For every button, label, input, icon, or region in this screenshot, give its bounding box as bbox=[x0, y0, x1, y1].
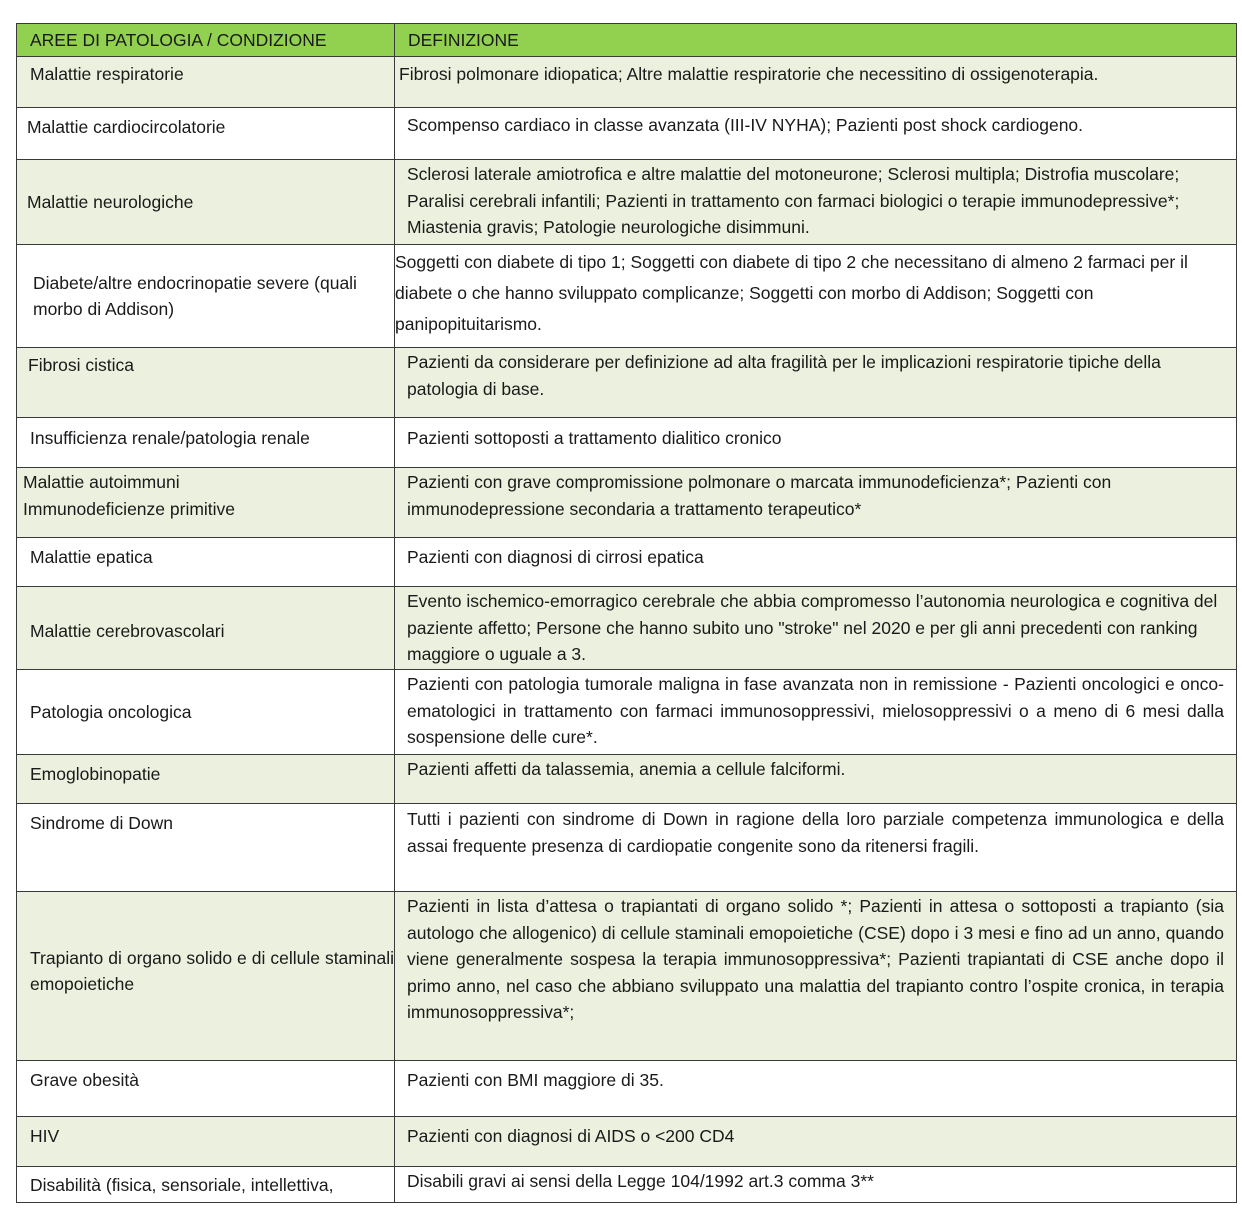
table-row bbox=[17, 1167, 1237, 1203]
table-row bbox=[17, 348, 1237, 418]
table-row bbox=[17, 418, 1237, 468]
table-row bbox=[17, 160, 1237, 245]
header-definition: DEFINIZIONE bbox=[395, 24, 1237, 57]
area-cell: Malattie autoimmuni Immunodeficienze primitive bbox=[17, 468, 395, 538]
area-cell: Malattie epatica bbox=[17, 538, 395, 587]
definition-cell: Pazienti con patologia tumorale maligna in fase avanzata non in remissione - Pazienti oncologici e onco-ematologici in trattamento con farmaci immunosoppressivi, mielosoppressivi o a meno di 6 mesi dalla sospensione delle cure*. bbox=[395, 670, 1237, 755]
definition-cell: Pazienti sottoposti a trattamento dialitico cronico bbox=[395, 418, 1237, 468]
definition-cell: Sclerosi laterale amiotrofica e altre malattie del motoneurone; Sclerosi multipla; Distrofia muscolare; Paralisi cerebrali infantili; Pazienti in trattamento con farmaci biologici o terapie immunodepressive*; Miastenia gravis; Patologie neurologiche disimmuni. bbox=[395, 160, 1237, 245]
table-row bbox=[17, 670, 1237, 755]
area-cell: Sindrome di Down bbox=[17, 804, 395, 892]
area-cell: Malattie neurologiche bbox=[17, 160, 395, 245]
definition-cell: Pazienti affetti da talassemia, anemia a cellule falciformi. bbox=[395, 755, 1237, 804]
area-cell: Malattie respiratorie bbox=[17, 57, 395, 108]
table-row bbox=[17, 804, 1237, 892]
area-cell: Disabilità (fisica, sensoriale, intellettiva, bbox=[17, 1167, 395, 1203]
table-row bbox=[17, 468, 1237, 538]
table-row bbox=[17, 892, 1237, 1061]
table-row bbox=[17, 108, 1237, 160]
definition-cell: Evento ischemico-emorragico cerebrale che abbia compromesso l’autonomia neurologica e cognitiva del paziente affetto; Persone che hanno subito uno "stroke" nel 2020 e per gli anni precedenti con ranking maggiore o uguale a 3. bbox=[395, 587, 1237, 670]
header-area: AREE DI PATOLOGIA / CONDIZIONE bbox=[17, 24, 395, 57]
area-cell: Emoglobinopatie bbox=[17, 755, 395, 804]
definition-cell: Fibrosi polmonare idiopatica; Altre malattie respiratorie che necessitino di ossigenoterapia. bbox=[395, 57, 1237, 108]
definition-cell: Pazienti con diagnosi di cirrosi epatica bbox=[395, 538, 1237, 587]
table-header-row bbox=[17, 24, 1237, 57]
pathology-table bbox=[16, 23, 1237, 1203]
definition-cell: Scompenso cardiaco in classe avanzata (III-IV NYHA); Pazienti post shock cardiogeno. bbox=[395, 108, 1237, 160]
definition-cell: Pazienti con grave compromissione polmonare o marcata immunodeficienza*; Pazienti con immunodepressione secondaria a trattamento terapeutico* bbox=[395, 468, 1237, 538]
table-row bbox=[17, 1117, 1237, 1167]
area-cell: Malattie cardiocircolatorie bbox=[17, 108, 395, 160]
area-cell: HIV bbox=[17, 1117, 395, 1167]
area-cell: Malattie cerebrovascolari bbox=[17, 587, 395, 670]
table-row bbox=[17, 538, 1237, 587]
table-row bbox=[17, 57, 1237, 108]
area-cell: Insufficienza renale/patologia renale bbox=[17, 418, 395, 468]
definition-cell: Pazienti da considerare per definizione ad alta fragilità per le implicazioni respiratorie tipiche della patologia di base. bbox=[395, 348, 1237, 418]
table-row bbox=[17, 587, 1237, 670]
definition-cell: Soggetti con diabete di tipo 1; Soggetti con diabete di tipo 2 che necessitano di almeno 2 farmaci per il diabete o che hanno sviluppato complicanze; Soggetti con morbo di Addison; Soggetti con panipopituitarismo. bbox=[395, 245, 1237, 348]
definition-cell: Tutti i pazienti con sindrome di Down in ragione della loro parziale competenza immunologica e della assai frequente presenza di cardiopatie congenite sono da ritenersi fragili. bbox=[395, 804, 1237, 892]
definition-cell: Pazienti in lista d’attesa o trapiantati di organo solido *; Pazienti in attesa o sottoposti a trapianto (sia autologo che allogenico) di cellule staminali emopoietiche (CSE) dopo i 3 mesi e fino ad un anno, quando viene generalmente sospesa la terapia immunosoppressiva*; Pazienti trapiantati di CSE anche dopo il primo anno, nel caso che abbiano sviluppato una malattia del trapianto contro l’ospite cronica, in terapia immunosoppressiva*; bbox=[395, 892, 1237, 1061]
area-cell: Trapianto di organo solido e di cellule staminali emopoietiche bbox=[17, 892, 395, 1061]
area-cell: Patologia oncologica bbox=[17, 670, 395, 755]
area-cell: Diabete/altre endocrinopatie severe (quali morbo di Addison) bbox=[17, 245, 395, 348]
area-cell: Grave obesità bbox=[17, 1061, 395, 1117]
table-row bbox=[17, 755, 1237, 804]
definition-cell: Pazienti con BMI maggiore di 35. bbox=[395, 1061, 1237, 1117]
area-cell: Fibrosi cistica bbox=[17, 348, 395, 418]
definition-cell: Disabili gravi ai sensi della Legge 104/1992 art.3 comma 3** bbox=[395, 1167, 1237, 1203]
definition-cell: Pazienti con diagnosi di AIDS o <200 CD4 bbox=[395, 1117, 1237, 1167]
table-row bbox=[17, 1061, 1237, 1117]
table-row bbox=[17, 245, 1237, 348]
